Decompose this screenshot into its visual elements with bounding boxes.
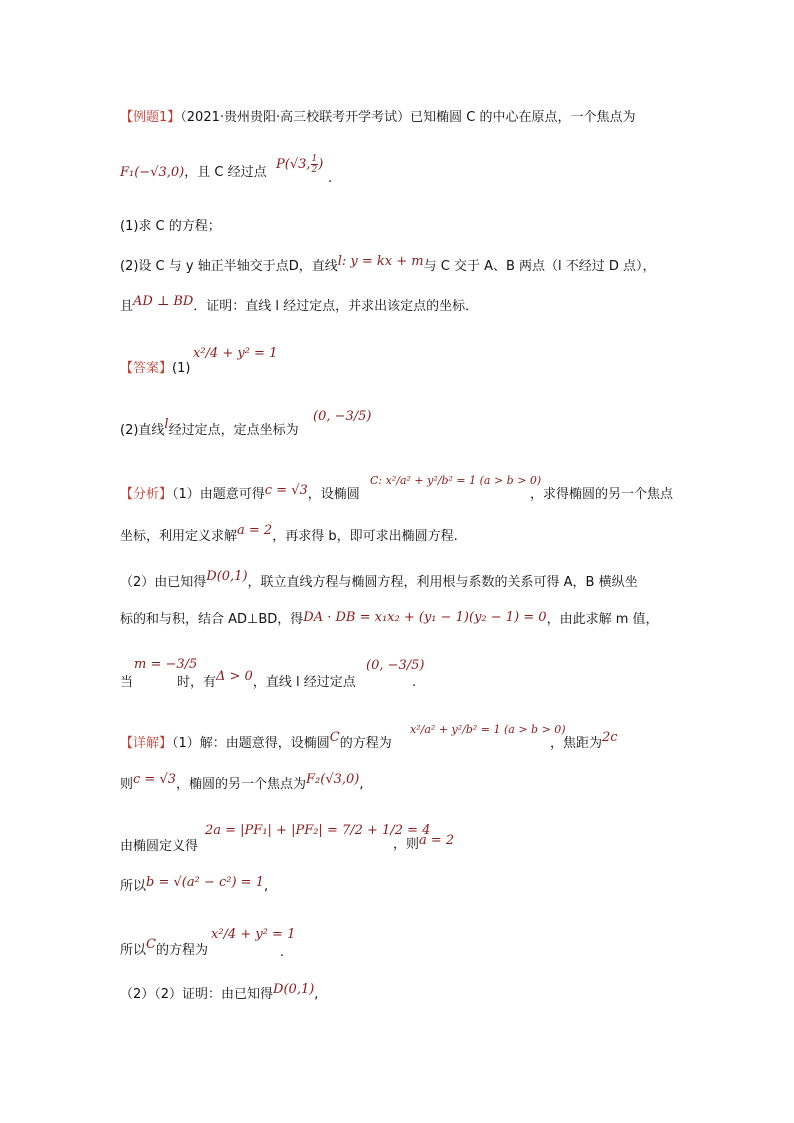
example-line-2 [120,164,267,182]
answer-line-2: (2)直线l经过定点，定点坐标为 [120,417,299,438]
focus-formula: F₁(−√3,0) [120,165,185,180]
detail-line-3: 由椭圆定义得 [120,839,199,854]
example-text-2: ，且 C 经过点 [184,165,267,180]
analysis-line-5b: 时，有Δ > 0，直线 l 经过定点 [177,669,356,690]
point-formula: P(√3, $\frac{1}{2}$ ) [276,154,324,175]
detail-period: . [280,945,285,960]
answer-line-1: 【答案】(1) [120,361,191,376]
example-period: . [328,171,333,186]
detail-line-1b: ，焦距为2c [550,730,618,751]
question-2-line-2: 且AD ⊥ BD．证明：直线 l 经过定点，并求出该定点的坐标． [120,294,479,314]
example-source: （2021·贵州贵阳·高三校联考开学考试） [180,110,411,125]
example-line-1 [120,109,635,127]
example-text: 已知椭圆 C 的中心在原点，一个焦点为 [410,110,636,125]
question-1: (1)求 C 的方程； [120,219,221,234]
detail-two-a: 2a = |PF₁| + |PF₂| = 7/2 + 1/2 = 4 [205,823,431,838]
detail-ellipse: x²/a² + y²/b² = 1 (a > b > 0) [410,723,566,736]
analysis-m-value: m = −3/5 [134,657,198,672]
analysis-line-5: 当 [120,675,134,690]
analysis-tag: 【分析】 [120,487,173,502]
example-tag: 【例题1】 [120,110,181,125]
detail-line-6: （2）（2）证明：由已知得D(0,1), [120,982,319,1002]
answer-fixed-point: (0, −3/5) [313,409,372,424]
detail-tag: 【详解】 [120,736,173,751]
detail-line-5: 所以C的方程为 [120,937,208,958]
line-formula: l: y = kx + m [337,254,424,269]
detail-eq: x²/4 + y² = 1 [211,927,296,942]
detail-line-1: 【详解】（1）解：由题意得，设椭圆C的方程为 [120,730,392,751]
analysis-period: . [412,675,417,690]
dot-product-formula: DA · DB = x₁x₂ + (y₁ − 1)(y₂ − 1) = 0 [303,610,547,625]
analysis-line-3: （2）由已知得D(0,1)，联立直线方程与椭圆方程，利用根与系数的关系可得 A，B 横纵坐 [120,569,638,590]
detail-line-4: 所以b = √(a² − c²) = 1, [120,875,269,894]
analysis-line-4: 标的和与积，结合 AD⊥BD，得DA · DB = x₁x₂ + (y₁ − 1)(y₂ − 1) = 0，由此求解 m 值， [120,610,659,627]
perp-formula: AD ⊥ BD [133,294,194,309]
question-2-line-1: (2)设 C 与 y 轴正半轴交于点D，直线l: y = kx + m与 C 交于 A、B 两点（l 不经过 D 点）， [120,254,656,274]
answer-eq: x²/4 + y² = 1 [193,346,278,361]
analysis-line-1b: ，求得椭圆的另一个焦点 [530,487,674,502]
detail-line-2: 则c = √3，椭圆的另一个焦点为F₂(√3,0), [120,772,364,792]
analysis-line-2: 坐标，利用定义求解a = 2，再求得 b，即可求出椭圆方程. [120,523,458,544]
analysis-line-1: 【分析】（1）由题意可得c = √3，设椭圆 [120,483,360,502]
answer-tag: 【答案】 [120,361,173,376]
analysis-fixed-point: (0, −3/5) [366,658,425,673]
detail-line-3b: ，则a = 2 [393,833,455,852]
analysis-ellipse: C: x²/a² + y²/b² = 1 (a > b > 0) [370,474,542,487]
